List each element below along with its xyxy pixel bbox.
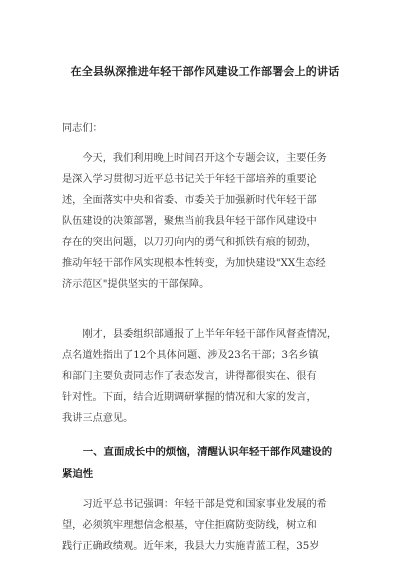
paragraph-line: 述，全面落实中央和省委、市委关于加强新时代年轻干部 — [62, 195, 317, 206]
paragraph-opening — [62, 148, 354, 295]
heading-line: 紧迫性 — [62, 468, 94, 480]
paragraph-briefing — [62, 324, 354, 429]
salutation: 同志们： — [62, 123, 103, 134]
paragraph-line: 和部门主要负责同志作了表态发言，讲得都很实在、很有 — [62, 371, 317, 382]
document-title: 在全县纵深推进年轻干部作风建设工作部署会上的讲话 — [70, 65, 340, 78]
paragraph-line: 针对性。下面，结合近期调研掌握的情况和大家的发言， — [62, 392, 317, 403]
paragraph-line: 望，必须筑牢理想信念根基，守住拒腐防变防线，树立和 — [62, 520, 317, 531]
paragraph-line: 点名道姓指出了12个具体问题、涉及23名干部；3名乡镇 — [62, 350, 319, 361]
heading-line: 一、直面成长中的烦恼，清醒认识年轻干部作风建设的 — [62, 446, 333, 458]
paragraph-line: 今天，我们利用晚上时间召开这个专题会议，主要任务 — [62, 153, 327, 164]
paragraph-line: 队伍建设的决策部署，聚焦当前我县年轻干部作风建设中 — [62, 216, 317, 227]
paragraph-line: 是深入学习贯彻习近平总书记关于年轻干部培养的重要论 — [62, 174, 317, 185]
paragraph-section-1 — [62, 494, 354, 557]
paragraph-line: 推动年轻干部作风实现根本性转变，为加快建设"XX生态经 — [62, 258, 326, 269]
section-heading-1 — [62, 441, 358, 485]
paragraph-line: 刚才，县委组织部通报了上半年年轻干部作风督查情况， — [62, 329, 338, 340]
paragraph-line: 习近平总书记强调：年轻干部是党和国家事业发展的希 — [62, 499, 327, 510]
paragraph-line: 践行正确政绩观。近年来，我县大力实施青蓝工程，35岁 — [62, 541, 320, 552]
paragraph-line: 济示范区"提供坚实的干部保障。 — [62, 279, 210, 290]
paragraph-line: 存在的突出问题，以刀刃向内的勇气和抓铁有痕的韧劲， — [62, 237, 317, 248]
paragraph-line: 我讲三点意见。 — [62, 413, 134, 424]
